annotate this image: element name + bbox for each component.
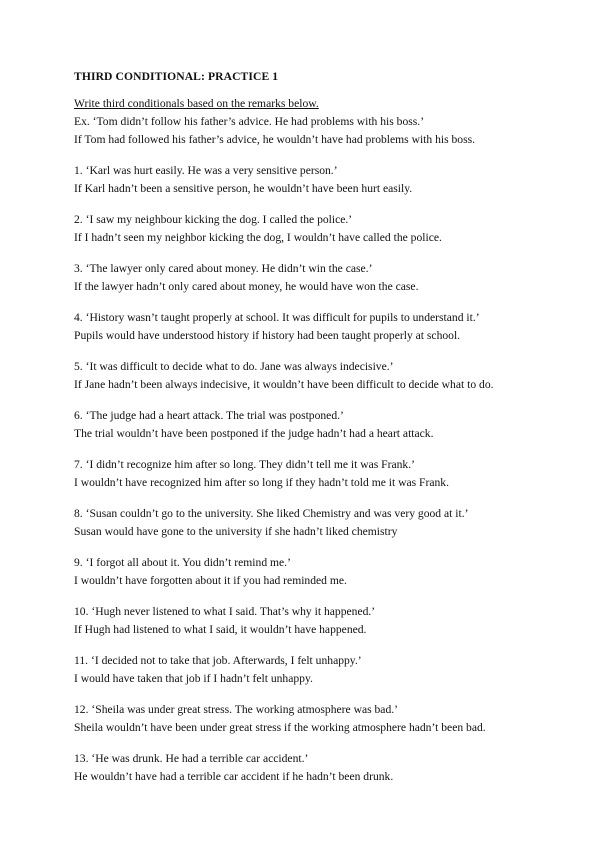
exercise-item-8 [74,505,574,541]
exercise-item-9 [74,554,574,590]
item-answer: If Hugh had listened to what I said, it wouldn’t have happened. [74,623,367,636]
item-answer: I wouldn’t have forgotten about it if you had reminded me. [74,574,347,587]
exercise-item-13 [74,750,574,786]
exercise-item-3 [74,260,574,296]
item-prompt: 6. ‘The judge had a heart attack. The trial was postponed.’ [74,409,344,422]
instruction: Write third conditionals based on the remarks below. [74,97,319,110]
exercise-item-2 [74,211,574,247]
item-prompt: 1. ‘Karl was hurt easily. He was a very sensitive person.’ [74,164,338,177]
exercise-item-7 [74,456,574,492]
item-prompt: 9. ‘I forgot all about it. You didn’t remind me.’ [74,556,291,569]
worksheet [74,70,574,786]
item-prompt: 7. ‘I didn’t recognize him after so long. They didn’t tell me it was Frank.’ [74,458,415,471]
exercise-item-5 [74,358,574,394]
example-answer: If Tom had followed his father’s advice, he wouldn’t have had problems with his boss. [74,133,476,146]
exercise-item-12 [74,701,574,737]
item-answer: If Karl hadn’t been a sensitive person, he wouldn’t have been hurt easily. [74,182,413,195]
item-answer: I wouldn’t have recognized him after so long if they hadn’t told me it was Frank. [74,476,449,489]
item-answer: If I hadn’t seen my neighbor kicking the dog, I wouldn’t have called the police. [74,231,442,244]
item-answer: Susan would have gone to the university if she hadn’t liked chemistry [74,525,398,538]
example-prompt: Ex. ‘Tom didn’t follow his father’s advice. He had problems with his boss.’ [74,115,425,128]
item-answer: Sheila wouldn’t have been under great stress if the working atmosphere hadn’t been bad. [74,721,486,734]
item-prompt: 10. ‘Hugh never listened to what I said. That’s why it happened.’ [74,605,376,618]
exercise-list [74,162,574,786]
item-prompt: 5. ‘It was difficult to decide what to do. Jane was always indecisive.’ [74,360,394,373]
item-answer: Pupils would have understood history if history had been taught properly at school. [74,329,461,342]
item-prompt: 2. ‘I saw my neighbour kicking the dog. I called the police.’ [74,213,353,226]
exercise-item-1 [74,162,574,198]
item-answer: I would have taken that job if I hadn’t felt unhappy. [74,672,313,685]
exercise-item-4 [74,309,574,345]
item-prompt: 8. ‘Susan couldn’t go to the university. She liked Chemistry and was very good at it.’ [74,507,469,520]
example [74,113,574,149]
exercise-item-6 [74,407,574,443]
item-answer: He wouldn’t have had a terrible car accident if he hadn’t been drunk. [74,770,394,783]
item-answer: If the lawyer hadn’t only cared about money, he would have won the case. [74,280,419,293]
item-prompt: 12. ‘Sheila was under great stress. The working atmosphere was bad.’ [74,703,399,716]
item-prompt: 4. ‘History wasn’t taught properly at school. It was difficult for pupils to understand it.’ [74,311,480,324]
item-prompt: 13. ‘He was drunk. He had a terrible car accident.’ [74,752,309,765]
item-prompt: 3. ‘The lawyer only cared about money. He didn’t win the case.’ [74,262,373,275]
page-title: THIRD CONDITIONAL: PRACTICE 1 [74,70,279,83]
item-prompt: 11. ‘I decided not to take that job. Afterwards, I felt unhappy.’ [74,654,362,667]
item-answer: If Jane hadn’t been always indecisive, it wouldn’t have been difficult to decide what to do. [74,378,494,391]
item-answer: The trial wouldn’t have been postponed if the judge hadn’t had a heart attack. [74,427,434,440]
exercise-item-11 [74,652,574,688]
exercise-item-10 [74,603,574,639]
